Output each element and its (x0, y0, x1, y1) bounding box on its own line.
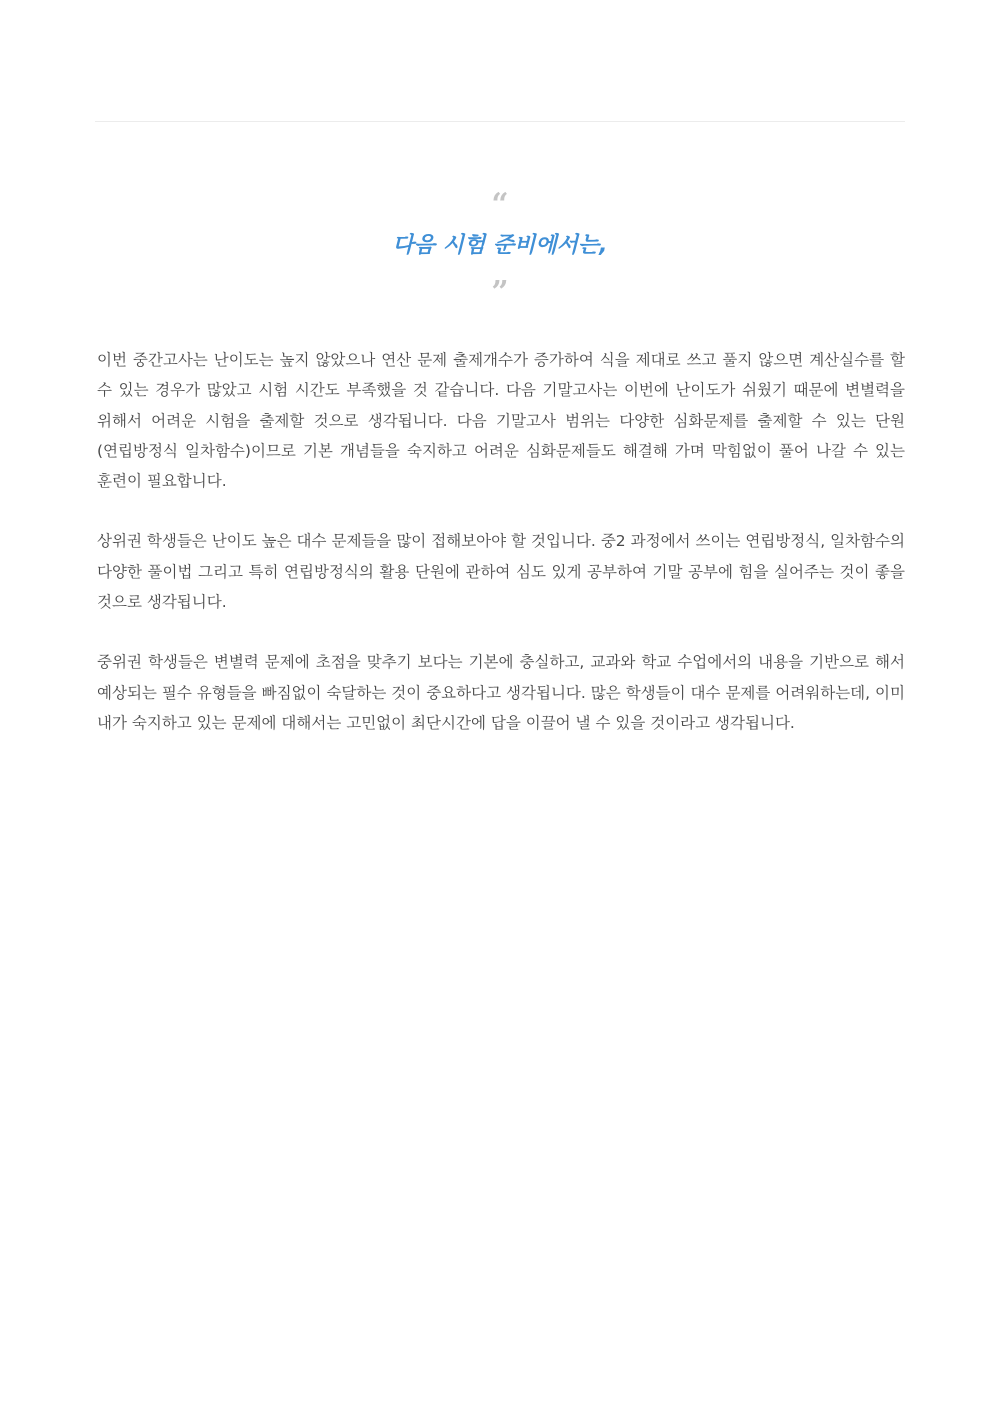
body-content (97, 345, 905, 768)
paragraph-top-students: 상위권 학생들은 난이도 높은 대수 문제들을 많이 접해보아야 할 것입니다. 중2 과정에서 쓰이는 연립방정식, 일차함수의 다양한 풀이법 그리고 특히 연립방정식의 활용 단원에 관하여 심도 있게 공부하여 기말 공부에 힘을 실어주는 것이 좋을 것으로 생각됩니다. (97, 532, 905, 612)
top-divider (95, 121, 905, 122)
paragraph-overview: 이번 중간고사는 난이도는 높지 않았으나 연산 문제 출제개수가 증가하여 식을 제대로 쓰고 풀지 않으면 계산실수를 할 수 있는 경우가 많았고 시험 시간도 부족했을 것 같습니다. 다음 기말고사는 이번에 난이도가 쉬웠기 때문에 변별력을 위해서 어려운 시험을 출제할 것으로 생각됩니다. 다음 기말고사 범위는 다양한 심화문제를 출제할 수 있는 단원(연립방정식 일차함수)이므로 기본 개념들을 숙지하고 어려운 심화문제들도 해결해 가며 막힘없이 풀어 나갈 수 있는 훈련이 필요합니다. (97, 351, 905, 491)
section-heading: 다음 시험 준비에서는, (392, 233, 608, 258)
close-quote-icon: ” (491, 275, 509, 310)
open-quote-icon: “ (491, 187, 509, 222)
paragraph-middle-students: 중위권 학생들은 변별력 문제에 초점을 맞추기 보다는 기본에 충실하고, 교과와 학교 수업에서의 내용을 기반으로 해서 예상되는 필수 유형들을 빠짐없이 숙달하는 것이 중요하다고 생각됩니다. 많은 학생들이 대수 문제를 어려워하는데, 이미 내가 숙지하고 있는 문제에 대해서는 고민없이 최단시간에 답을 이끌어 낼 수 있을 것이라고 생각됩니다. (97, 653, 905, 732)
